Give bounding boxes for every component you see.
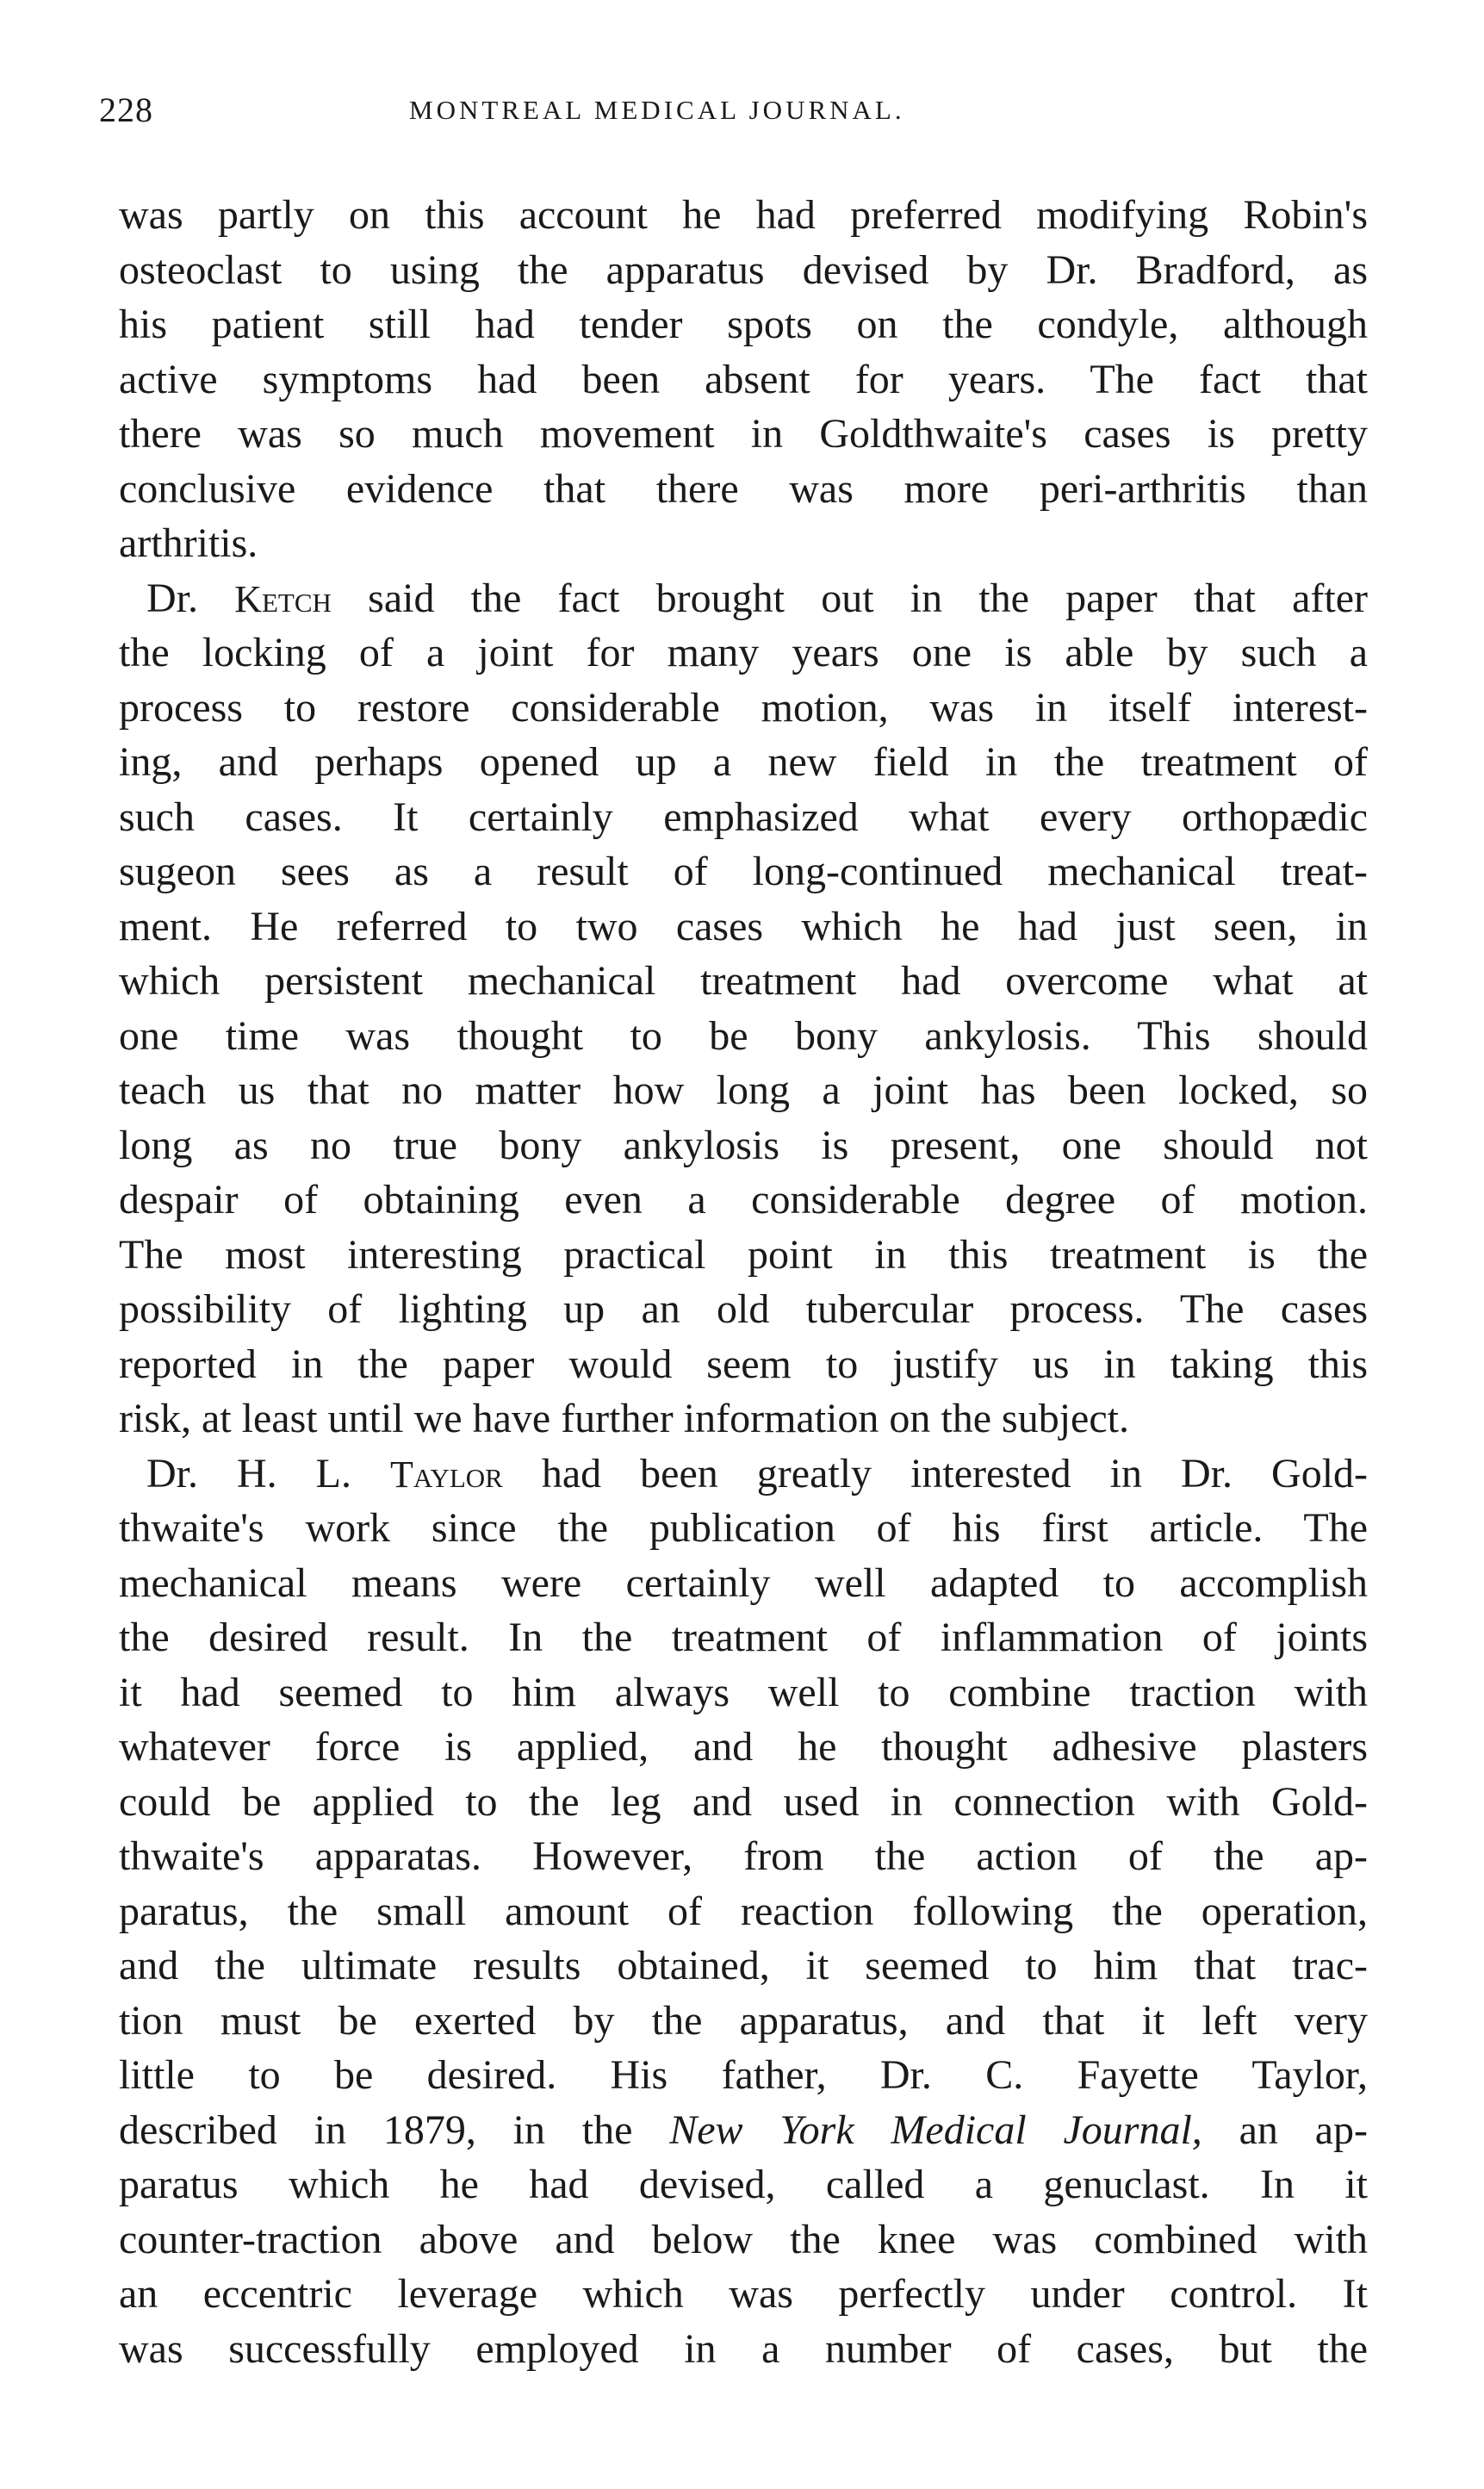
text-line: process to restore considerable motion, was in itself interest- — [119, 684, 1368, 731]
text-line: reported in the paper would seem to justify us in taking this — [119, 1341, 1368, 1387]
text-line: there was so much movement in Goldthwaite's cases is pretty — [119, 411, 1368, 457]
text-run: said the fact brought out in the paper that after — [368, 575, 1369, 621]
text-line: was successfully employed in a number of cases, but the — [119, 2325, 1368, 2372]
text-line: such cases. It certainly emphasized what every orthopædic — [119, 793, 1368, 840]
text-line: The most interesting practical point in this treatment is the — [119, 1231, 1368, 1278]
text-line: risk, at least until we have further information on the subject. — [119, 1396, 1129, 1441]
text-line: it had seemed to him always well to combine traction with — [119, 1669, 1368, 1715]
text-line: which persistent mechanical treatment had overcome what at — [119, 958, 1368, 1004]
text-line — [119, 1447, 1368, 1502]
text-line: whatever force is applied, and he thought adhesive plasters — [119, 1724, 1368, 1770]
text-line: tion must be exerted by the apparatus, and that it left very — [119, 1997, 1368, 2044]
text-line: thwaite's work since the publication of his first article. The — [119, 1505, 1368, 1551]
text-line: was partly on this account he had preferred modifying Robin's — [119, 192, 1368, 238]
page-header — [99, 90, 1374, 141]
text-line: active symptoms had been absent for years. The fact that — [119, 356, 1368, 402]
text-line: could be applied to the leg and used in connection with Gold- — [119, 1778, 1368, 1825]
speaker-name: Taylor — [390, 1453, 503, 1496]
page-number: 228 — [99, 90, 153, 129]
text-line: long as no true bony ankylosis is present, one should not — [119, 1122, 1368, 1168]
paragraph-ketch — [119, 571, 1368, 1447]
body-text — [119, 188, 1368, 2376]
text-line: mechanical means were certainly well adapted to accomplish — [119, 1559, 1368, 1606]
text-line: one time was thought to be bony ankylosis. This should — [119, 1012, 1368, 1059]
text-line: thwaite's apparatas. However, from the action of the ap- — [119, 1833, 1368, 1879]
text-line: counter-traction above and below the knee was combined with — [119, 2216, 1368, 2262]
text-run: described in 1879, in the — [119, 2106, 633, 2153]
text-line: an eccentric leverage which was perfectly under control. It — [119, 2271, 1368, 2317]
text-line: possibility of lighting up an old tubercular process. The cases — [119, 1286, 1368, 1332]
speaker-name: Ketch — [234, 577, 332, 620]
text-line: the desired result. In the treatment of inflammation of joints — [119, 1615, 1368, 1660]
text-line: his patient still had tender spots on the condyle, although — [119, 302, 1368, 347]
text-line: sugeon sees as a result of long-continued mechanical treat- — [119, 849, 1368, 894]
text-line: despair of obtaining even a considerable degree of motion. — [119, 1177, 1368, 1223]
paragraph-continuation — [119, 188, 1368, 571]
text-line: arthritis. — [119, 520, 258, 566]
running-head: MONTREAL MEDICAL JOURNAL. — [409, 95, 905, 125]
text-line: and the ultimate results obtained, it seemed to him that trac- — [119, 1943, 1368, 1988]
speaker-title: Dr. H. L. — [146, 1450, 352, 1497]
text-line: conclusive evidence that there was more peri-arthritis than — [119, 465, 1368, 512]
text-run: an ap- — [1239, 2106, 1368, 2153]
paragraph-taylor — [119, 1447, 1368, 2377]
text-line: ing, and perhaps opened up a new field in the treatment of — [119, 739, 1368, 785]
journal-title: New York Medical Journal, — [669, 2106, 1202, 2153]
text-line: ment. He referred to two cases which he had just seen, in — [119, 903, 1368, 949]
text-line — [119, 571, 1368, 626]
text-line: teach us that no matter how long a joint has been locked, so — [119, 1067, 1368, 1113]
text-line: the locking of a joint for many years one is able by such a — [119, 630, 1368, 675]
text-line: osteoclast to using the apparatus devised by Dr. Bradford, as — [119, 246, 1368, 293]
text-line: paratus which he had devised, called a genuclast. In it — [119, 2162, 1368, 2207]
text-run: had been greatly interested in Dr. Gold- — [541, 1450, 1369, 1497]
text-line — [119, 2103, 1368, 2158]
text-line: paratus, the small amount of reaction following the operation, — [119, 1888, 1368, 1934]
speaker-title: Dr. — [146, 575, 198, 621]
text-line: little to be desired. His father, Dr. C. Fayette Taylor, — [119, 2052, 1368, 2098]
